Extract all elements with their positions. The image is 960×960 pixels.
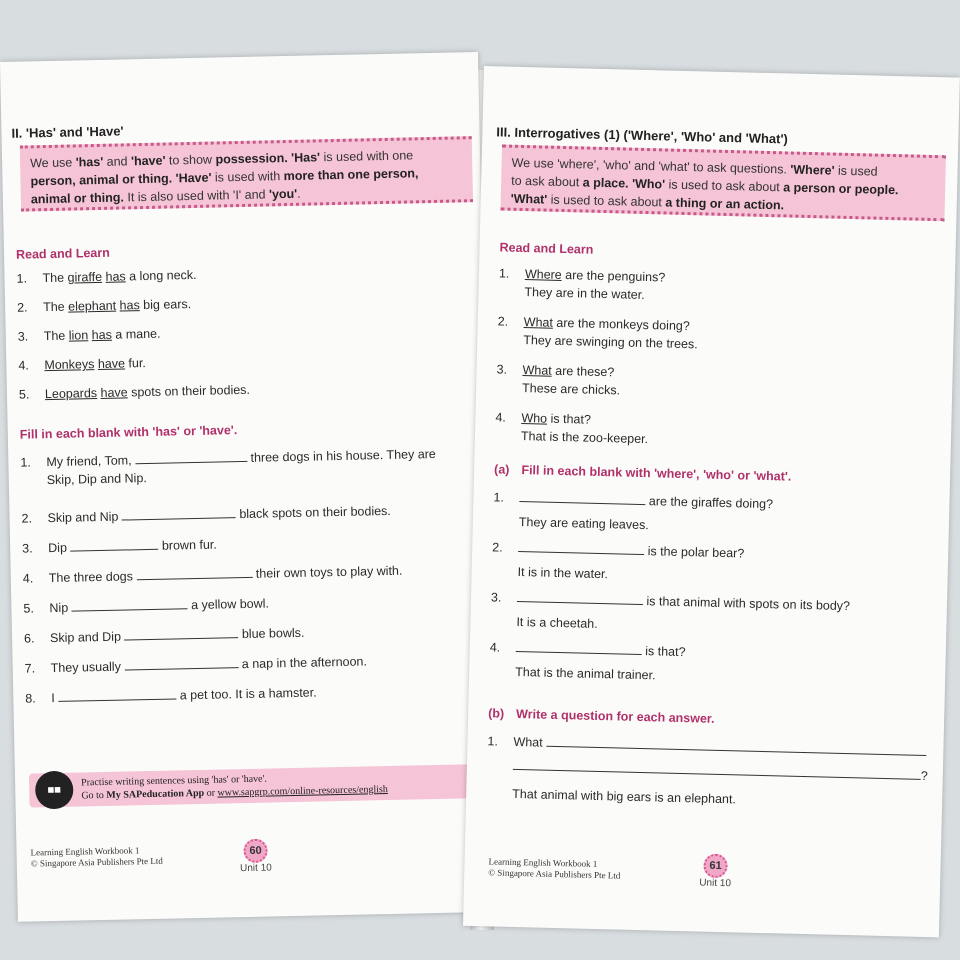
- section-title-has-have: II. 'Has' and 'Have': [11, 123, 124, 141]
- answer-text: That is the zoo-keeper.: [520, 429, 649, 447]
- question-word: What: [523, 315, 554, 330]
- answer-blank[interactable]: [516, 639, 642, 655]
- answer-blank[interactable]: [58, 686, 176, 701]
- answer-blank[interactable]: [124, 655, 238, 670]
- item-text: Skip and Dip: [49, 629, 122, 646]
- question-text: are these?: [551, 363, 615, 380]
- page-number-badge: 61: [703, 854, 728, 879]
- item-number: 2.: [492, 540, 503, 555]
- sentence-text: The: [43, 328, 69, 344]
- question-text: is the polar bear?: [647, 544, 745, 561]
- answer-text: They are eating leaves.: [518, 514, 649, 533]
- answer-blank[interactable]: [517, 589, 643, 605]
- item-number: 4.: [495, 410, 507, 425]
- part-b-question: 1. What: [487, 732, 927, 761]
- item-text: Nip: [49, 600, 69, 616]
- item-text: Dip: [48, 540, 68, 556]
- answer-blank[interactable]: [72, 596, 188, 611]
- footer-line: © Singapore Asia Publishers Pte Ltd: [488, 867, 621, 881]
- right-page: [463, 66, 960, 937]
- question-text: are the monkeys doing?: [552, 315, 690, 334]
- page-number-badge: 60: [243, 839, 267, 863]
- example-sentence: [16, 266, 196, 288]
- answer-line[interactable]: [546, 734, 926, 756]
- question-word: What: [522, 363, 552, 378]
- sentence-text: The: [42, 299, 69, 315]
- exercise-item: [490, 588, 931, 641]
- footer-copyright: [488, 856, 621, 881]
- item-text: their own toys to play with.: [255, 563, 403, 581]
- footer-line: © Singapore Asia Publishers Pte Ltd: [30, 855, 163, 869]
- example-question: [496, 360, 621, 399]
- page-number: [690, 853, 741, 889]
- explanation-box: [20, 136, 473, 211]
- item-number: 5.: [23, 601, 35, 616]
- exercise-item: [20, 444, 477, 490]
- unit-label: Unit 10: [239, 862, 272, 875]
- exercise-item: [22, 530, 478, 558]
- exercise-item: [25, 650, 481, 678]
- banner-text: [81, 770, 388, 802]
- answer-blank[interactable]: [135, 449, 247, 464]
- item-number: 1.: [20, 455, 31, 470]
- sentence-text: big ears.: [139, 297, 192, 313]
- left-page: [0, 52, 496, 922]
- verb-word: have: [97, 356, 126, 372]
- question-text: is that animal with spots on its body?: [646, 594, 851, 614]
- read-learn-title: Read and Learn: [15, 245, 110, 262]
- sentence-text: a long neck.: [125, 267, 197, 284]
- verb-word: has: [105, 269, 126, 284]
- item-number: 3.: [496, 362, 508, 377]
- verb-word: have: [100, 385, 128, 400]
- answer-blank[interactable]: [70, 537, 158, 552]
- item-number: 3.: [22, 541, 33, 556]
- explanation-box: [500, 144, 945, 221]
- part-b-question-line-2: ?: [513, 757, 933, 785]
- item-number: 4.: [22, 571, 34, 586]
- subject-word: elephant: [68, 298, 117, 314]
- page-number: [230, 838, 281, 874]
- item-text: Skip and Nip: [47, 509, 119, 526]
- item-text: black spots on their bodies.: [239, 503, 391, 522]
- example-sentence: [18, 354, 146, 375]
- item-text: They usually: [50, 659, 122, 676]
- answer-text: They are swinging on the trees.: [523, 333, 698, 352]
- exercise-item: [24, 620, 480, 648]
- item-number: 2.: [21, 511, 33, 526]
- explanation-line: person, animal or thing. 'Have' is used with more than one person,: [30, 166, 419, 189]
- item-text: The three dogs: [48, 569, 134, 586]
- verb-word: has: [119, 298, 140, 313]
- explanation-line: to ask about a place. 'Who' is used to ask about a person or people.: [511, 173, 899, 198]
- sentence-text: fur.: [124, 356, 146, 371]
- item-text: My friend, Tom,: [46, 453, 132, 470]
- answer-blank[interactable]: [136, 565, 252, 580]
- sentence-text: spots on their bodies.: [127, 382, 251, 400]
- item-text-continued: Skip, Dip and Nip.: [46, 471, 147, 488]
- footer-copyright: [30, 845, 163, 870]
- item-number: 2.: [497, 314, 509, 329]
- answer-blank[interactable]: [124, 625, 238, 640]
- item-text: brown fur.: [161, 537, 217, 553]
- part-b-answer: That animal with big ears is an elephant.: [512, 786, 737, 807]
- example-question: [498, 264, 665, 304]
- subject-word: Leopards: [44, 386, 98, 402]
- part-b-instructions: (b) Write a question for each answer.: [488, 706, 715, 726]
- subject-word: giraffe: [67, 269, 103, 285]
- answer-blank[interactable]: [518, 539, 644, 555]
- exercise-item: [21, 500, 477, 528]
- question-text: are the penguins?: [561, 267, 666, 285]
- answer-text: That is the animal trainer.: [515, 664, 656, 683]
- item-number: 3.: [17, 329, 29, 344]
- item-number: 8.: [25, 691, 36, 706]
- example-sentence: [18, 325, 161, 346]
- item-number: 1.: [16, 271, 28, 286]
- item-number: 6.: [23, 631, 35, 646]
- item-number: 3.: [490, 590, 502, 605]
- example-sentence: [17, 295, 191, 317]
- answer-text: These are chicks.: [521, 381, 621, 398]
- exercise-item: [23, 590, 479, 618]
- app-qr-icon: ◼◼: [35, 771, 74, 810]
- read-learn-title: Read and Learn: [499, 240, 594, 257]
- item-number: 2.: [17, 300, 28, 315]
- verb-word: has: [91, 327, 113, 343]
- exercise-item: [489, 638, 930, 691]
- banner-line: Practise writing sentences using 'has' or 'have'.: [81, 773, 267, 789]
- example-question: [495, 408, 649, 448]
- fill-instructions: Fill in each blank with 'has' or 'have'.: [19, 423, 238, 442]
- exercise-item: [23, 560, 479, 588]
- answer-text: They are in the water.: [524, 285, 645, 302]
- sentence-text: a mane.: [111, 326, 161, 342]
- item-number: 4.: [489, 640, 501, 655]
- item-text: a pet too. It is a hamster.: [179, 685, 317, 703]
- exercise-item: [493, 488, 934, 541]
- answer-blank[interactable]: [122, 505, 236, 520]
- banner-line: Go to My SAPeducation App or www.sapgrp.com/online-resources/english: [81, 784, 388, 802]
- exercise-item: [25, 680, 481, 708]
- item-number: 7.: [24, 661, 36, 676]
- footer-line: Learning English Workbook 1: [30, 845, 140, 858]
- answer-text: It is in the water.: [517, 564, 609, 582]
- explanation-line: 'What' is used to ask about a thing or an action.: [510, 191, 785, 213]
- sentence-text: The: [42, 270, 68, 286]
- explanation-line: animal or thing. It is also used with 'I' and 'you'.: [30, 186, 301, 207]
- item-text: three dogs in his house. They are: [250, 446, 436, 465]
- section-title-interrogatives: III. Interrogatives (1) ('Where', 'Who' and 'What'): [496, 124, 789, 147]
- unit-label: Unit 10: [699, 877, 732, 890]
- item-number: 4.: [18, 358, 29, 373]
- part-a-instructions: (a) Fill in each blank with 'where', 'who' or 'what'.: [493, 462, 792, 484]
- example-sentence: [19, 381, 250, 404]
- item-text: I: [51, 690, 55, 706]
- answer-text: It is a cheetah.: [516, 614, 598, 631]
- exercise-item: [491, 538, 932, 591]
- item-text: a yellow bowl.: [191, 596, 270, 613]
- question-text: is that?: [645, 644, 686, 660]
- question-word: Where: [524, 267, 562, 282]
- example-question: [497, 312, 698, 353]
- item-number: 1.: [493, 490, 505, 505]
- subject-word: Monkeys: [44, 357, 95, 373]
- subject-word: lion: [68, 328, 89, 343]
- answer-blank[interactable]: [519, 489, 645, 505]
- question-text: is that?: [546, 411, 592, 427]
- explanation-line: We use 'where', 'who' and 'what' to ask questions. 'Where' is used: [511, 155, 878, 179]
- item-number: 1.: [498, 266, 510, 281]
- question-word: Who: [521, 411, 548, 426]
- online-practice-banner: [29, 764, 486, 808]
- resources-link[interactable]: www.sapgrp.com/online-resources/english: [217, 784, 388, 799]
- question-text: are the giraffes doing?: [648, 494, 774, 512]
- explanation-line: We use 'has' and 'have' to show possession. 'Has' is used with one: [29, 148, 414, 171]
- item-text: a nap in the afternoon.: [241, 654, 368, 672]
- answer-line[interactable]: [513, 757, 921, 780]
- item-text: blue bowls.: [241, 625, 305, 642]
- footer-line: Learning English Workbook 1: [488, 856, 598, 870]
- item-number: 5.: [18, 387, 30, 402]
